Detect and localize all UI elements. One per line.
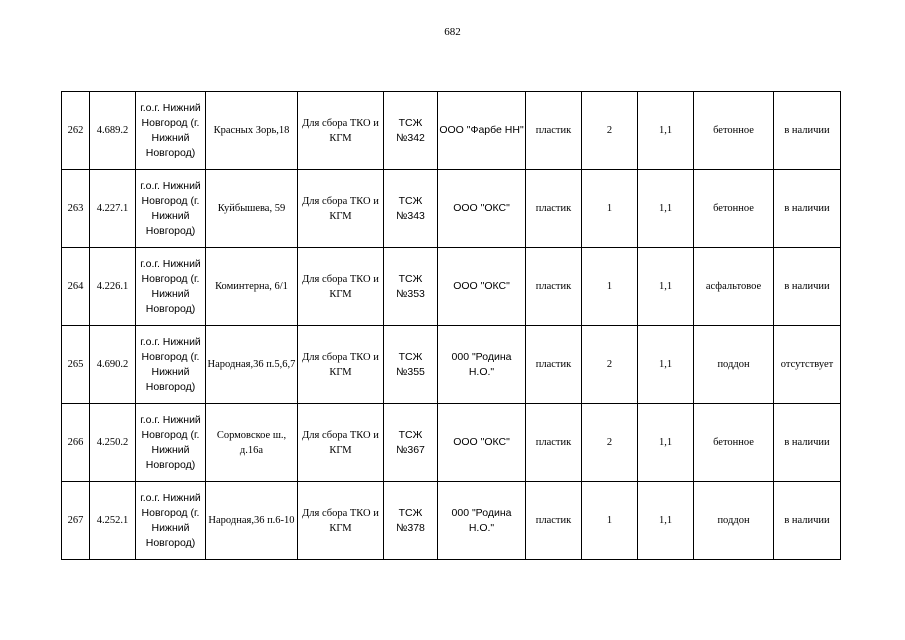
address-cell: Куйбышева, 59 <box>206 170 298 248</box>
row-number-cell: 265 <box>62 326 90 404</box>
row-number-cell: 262 <box>62 92 90 170</box>
container-volume-cell: 1,1 <box>638 248 694 326</box>
fence-status-cell: в наличии <box>774 248 841 326</box>
container-material-cell: пластик <box>526 170 582 248</box>
address-cell: Народная,36 п.5,6,7 <box>206 326 298 404</box>
table-row <box>62 404 841 482</box>
purpose-cell: Для сбора ТКО и КГМ <box>298 482 384 560</box>
surface-type-cell: бетонное <box>694 92 774 170</box>
row-number-cell: 266 <box>62 404 90 482</box>
municipality-cell: г.о.г. Нижний Новгород (г. Нижний Новгород) <box>136 92 206 170</box>
address-cell: Коминтерна, 6/1 <box>206 248 298 326</box>
container-volume-cell: 1,1 <box>638 482 694 560</box>
municipality-cell: г.о.г. Нижний Новгород (г. Нижний Новгород) <box>136 404 206 482</box>
table-row <box>62 482 841 560</box>
container-volume-cell: 1,1 <box>638 404 694 482</box>
table-row <box>62 248 841 326</box>
surface-type-cell: асфальтовое <box>694 248 774 326</box>
purpose-cell: Для сбора ТКО и КГМ <box>298 404 384 482</box>
row-number-cell: 267 <box>62 482 90 560</box>
purpose-cell: Для сбора ТКО и КГМ <box>298 248 384 326</box>
page-number: 682 <box>444 26 461 38</box>
container-volume-cell: 1,1 <box>638 92 694 170</box>
organization-type-cell: ТСЖ №355 <box>384 326 438 404</box>
table-row <box>62 92 841 170</box>
fence-status-cell: в наличии <box>774 482 841 560</box>
fence-status-cell: в наличии <box>774 404 841 482</box>
address-cell: Сормовское ш., д.16а <box>206 404 298 482</box>
fence-status-cell: в наличии <box>774 170 841 248</box>
owner-cell: 000 "Родина Н.О." <box>438 482 526 560</box>
container-count-cell: 2 <box>582 92 638 170</box>
purpose-cell: Для сбора ТКО и КГМ <box>298 170 384 248</box>
purpose-cell: Для сбора ТКО и КГМ <box>298 326 384 404</box>
registry-code-cell: 4.250.2 <box>90 404 136 482</box>
registry-table-body <box>62 92 841 560</box>
surface-type-cell: бетонное <box>694 170 774 248</box>
organization-type-cell: ТСЖ №367 <box>384 404 438 482</box>
fence-status-cell: в наличии <box>774 92 841 170</box>
owner-cell: ООО "ОКС" <box>438 404 526 482</box>
organization-type-cell: ТСЖ №378 <box>384 482 438 560</box>
registry-code-cell: 4.689.2 <box>90 92 136 170</box>
registry-code-cell: 4.690.2 <box>90 326 136 404</box>
container-material-cell: пластик <box>526 92 582 170</box>
municipality-cell: г.о.г. Нижний Новгород (г. Нижний Новгород) <box>136 326 206 404</box>
purpose-cell: Для сбора ТКО и КГМ <box>298 92 384 170</box>
table-row <box>62 170 841 248</box>
row-number-cell: 264 <box>62 248 90 326</box>
owner-cell: ООО "ОКС" <box>438 248 526 326</box>
surface-type-cell: поддон <box>694 482 774 560</box>
container-count-cell: 1 <box>582 170 638 248</box>
address-cell: Красных Зорь,18 <box>206 92 298 170</box>
container-volume-cell: 1,1 <box>638 326 694 404</box>
container-count-cell: 2 <box>582 326 638 404</box>
row-number-cell: 263 <box>62 170 90 248</box>
registry-code-cell: 4.252.1 <box>90 482 136 560</box>
registry-table <box>61 91 841 560</box>
owner-cell: ООО "Фарбе НН" <box>438 92 526 170</box>
municipality-cell: г.о.г. Нижний Новгород (г. Нижний Новгород) <box>136 482 206 560</box>
registry-code-cell: 4.227.1 <box>90 170 136 248</box>
organization-type-cell: ТСЖ №343 <box>384 170 438 248</box>
container-volume-cell: 1,1 <box>638 170 694 248</box>
container-material-cell: пластик <box>526 326 582 404</box>
container-material-cell: пластик <box>526 404 582 482</box>
container-material-cell: пластик <box>526 248 582 326</box>
organization-type-cell: ТСЖ №353 <box>384 248 438 326</box>
container-count-cell: 2 <box>582 404 638 482</box>
surface-type-cell: поддон <box>694 326 774 404</box>
container-count-cell: 1 <box>582 248 638 326</box>
owner-cell: 000 "Родина Н.О." <box>438 326 526 404</box>
address-cell: Народная,36 п.6-10 <box>206 482 298 560</box>
table-row <box>62 326 841 404</box>
municipality-cell: г.о.г. Нижний Новгород (г. Нижний Новгород) <box>136 170 206 248</box>
fence-status-cell: отсутствует <box>774 326 841 404</box>
surface-type-cell: бетонное <box>694 404 774 482</box>
organization-type-cell: ТСЖ №342 <box>384 92 438 170</box>
container-material-cell: пластик <box>526 482 582 560</box>
registry-code-cell: 4.226.1 <box>90 248 136 326</box>
owner-cell: ООО "ОКС" <box>438 170 526 248</box>
container-count-cell: 1 <box>582 482 638 560</box>
municipality-cell: г.о.г. Нижний Новгород (г. Нижний Новгород) <box>136 248 206 326</box>
